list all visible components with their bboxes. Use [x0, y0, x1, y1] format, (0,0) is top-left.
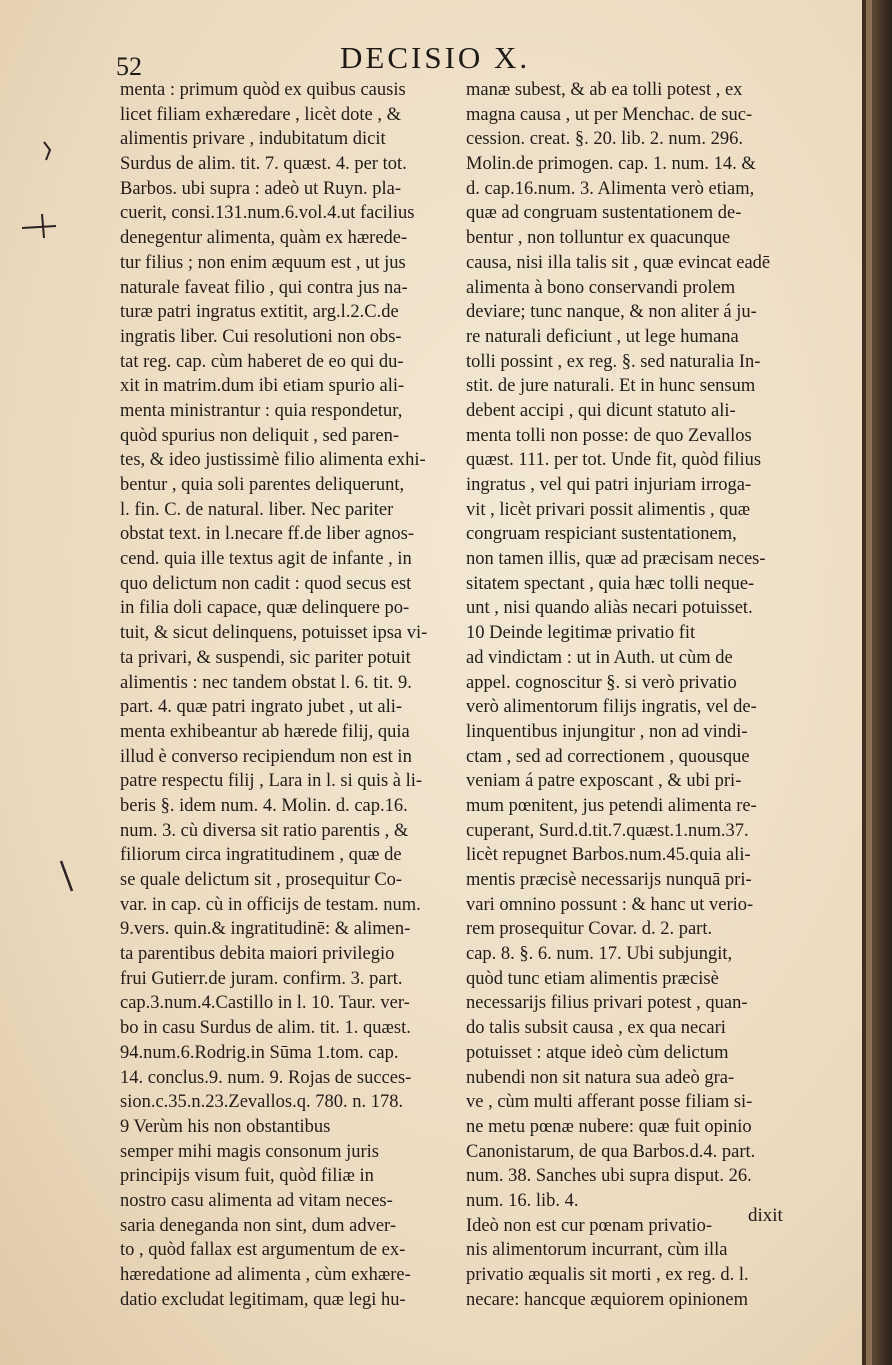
margin-cross-mark [20, 210, 60, 240]
text-line: magna causa , ut per Menchac. de suc- [466, 104, 753, 125]
text-line: ve , cùm multi afferant posse filiam si- [466, 1092, 753, 1113]
text-line: nis alimentorum incurrant, cùm illa [466, 1240, 728, 1261]
text-line: sitatem spectant , quia hæc tolli neque- [466, 573, 755, 594]
right-text-column [466, 78, 802, 1312]
text-line: datio excludat legitimam, quæ legi hu- [120, 1289, 406, 1310]
text-line: 14. conclus.9. num. 9. Rojas de succes- [120, 1067, 412, 1088]
catchword: dixit [748, 1205, 783, 1226]
text-line: principijs visum fuit, quòd filiæ in [120, 1166, 374, 1187]
margin-slash-mark [58, 858, 78, 898]
text-line: nostro casu alimenta ad vitam neces- [120, 1190, 393, 1211]
text-line: privatio æqualis sit morti , ex reg. d. l. [466, 1265, 749, 1285]
text-line: quæst. 111. per tot. Unde fit, quòd filius [466, 450, 762, 471]
text-line: menta : primum quòd ex quibus causis [120, 80, 406, 100]
text-line: appel. cognoscitur §. si verò privatio [466, 672, 737, 693]
text-line: cap. 8. §. 6. num. 17. Ubi subjungit, [466, 944, 733, 965]
text-line: stit. de jure naturali. Et in hunc sensum [466, 376, 756, 397]
text-line: alimentis : nec tandem obstat l. 6. tit. 9. [120, 672, 412, 693]
text-line: Barbos. ubi supra : adeò ut Ruyn. pla- [120, 178, 402, 199]
text-line: beris §. idem num. 4. Molin. d. cap.16. [120, 795, 408, 816]
text-line: denegentur alimenta, quàm ex hærede- [120, 228, 408, 249]
text-line: menta tolli non posse: de quo Zevallos [466, 425, 752, 446]
text-line: debent accipi , qui dicunt statuto ali- [466, 400, 736, 421]
text-line: in filia doli capace, quæ delinquere po- [120, 598, 410, 619]
text-line: Ideò non est cur pœnam privatio- [466, 1215, 713, 1236]
left-text-column [120, 78, 450, 1312]
text-line: cap.3.num.4.Castillo in l. 10. Taur. ver- [120, 993, 410, 1014]
text-line: illud è converso recipiendum non est in [120, 746, 412, 767]
text-line: to , quòd fallax est argumentum de ex- [120, 1240, 406, 1261]
text-line: mum pœnitent, jus petendi alimenta re- [466, 795, 757, 816]
text-line: licèt repugnet Barbos.num.45.quia ali- [466, 845, 751, 866]
text-line: turæ patri ingratus extitit, arg.l.2.C.de [120, 302, 399, 323]
text-line: saria deneganda non sint, dum adver- [120, 1215, 397, 1236]
text-line: d. cap.16.num. 3. Alimenta verò etiam, [466, 178, 755, 199]
text-line: l. fin. C. de natural. liber. Nec pariter [120, 499, 394, 520]
text-line: cend. quia ille textus agit de infante , in [120, 549, 412, 570]
text-line: mentis præcisè necessarijs nunquā pri- [466, 870, 752, 890]
text-line: sion.c.35.n.23.Zevallos.q. 780. n. 178. [120, 1092, 404, 1113]
text-line: ta parentibus debita maiori privilegio [120, 944, 395, 965]
text-line: ingratus , vel qui patri injuriam irroga- [466, 475, 752, 495]
text-line: non tamen illis, quæ ad præcisam neces- [466, 549, 766, 570]
text-line: tes, & ideo justissimè filio alimenta exhi- [120, 450, 426, 471]
text-line: ne metu pœnæ nubere: quæ fuit opinio [466, 1116, 752, 1137]
text-line: var. in cap. cù in officijs de testam. num. [120, 894, 421, 915]
text-line: frui Gutierr.de juram. confirm. 3. part. [120, 968, 403, 989]
text-line: alimentis privare , indubitatum dicit [120, 129, 386, 150]
text-line: Surdus de alim. tit. 7. quæst. 4. per tot. [120, 154, 407, 175]
text-line: se quale delictum sit , prosequitur Co- [120, 870, 403, 890]
text-line: causa, nisi illa talis sit , quæ evincat eadē [466, 252, 771, 273]
text-line: ta privari, & suspendi, sic pariter potuit [120, 647, 411, 668]
text-line: hæredatione ad alimenta , cùm exhære- [120, 1265, 411, 1285]
text-line: patre respectu filij , Lara in l. si quis à li- [120, 771, 423, 792]
text-line: quòd tunc etiam alimentis præcisè [466, 968, 719, 989]
text-line: ctam , sed ad correctionem , quousque [466, 746, 750, 767]
text-line: unt , nisi quando aliàs necari potuisset. [466, 598, 753, 619]
text-line: part. 4. quæ patri ingrato jubet , ut ali- [120, 697, 403, 718]
text-line: bentur , quia soli parentes deliquerunt, [120, 475, 405, 495]
text-line: cuperant, Surd.d.tit.7.quæst.1.num.37. [466, 820, 749, 841]
text-line: menta ministrantur : quia respondetur, [120, 400, 403, 421]
text-line: num. 3. cù diversa sit ratio parentis , & [120, 820, 409, 841]
text-line: nubendi non sit natura sua adeò gra- [466, 1067, 735, 1088]
text-line: linquentibus injungitur , non ad vindi- [466, 721, 748, 742]
text-line: cuerit, consi.131.num.6.vol.4.ut facilius [120, 203, 415, 224]
text-line: alimenta à bono conservandi prolem [466, 277, 736, 298]
text-line: obstat text. in l.necare ff.de liber agnos- [120, 524, 415, 545]
text-line: potuisset : atque ideò cùm delictum [466, 1042, 729, 1063]
page-number: 52 [116, 52, 142, 81]
text-line: rem prosequitur Covar. d. 2. part. [466, 919, 713, 940]
text-line: num. 16. lib. 4. [466, 1190, 579, 1211]
text-line: bo in casu Surdus de alim. tit. 1. quæst. [120, 1018, 411, 1039]
page-edge-strip [866, 0, 872, 1365]
text-line: verò alimentorum filijs ingratis, vel de- [466, 697, 757, 718]
text-line: 9.vers. quin.& ingratitudinē: & alimen- [120, 919, 411, 940]
text-line: licet filiam exhæredare , licèt dote , & [120, 104, 401, 125]
text-line: vari omnino possunt : & hanc ut verio- [466, 894, 754, 915]
text-line: 94.num.6.Rodrig.in Sūma 1.tom. cap. [120, 1042, 399, 1063]
text-line: quòd spurius non deliquit , sed paren- [120, 425, 399, 446]
text-line: naturale faveat filio , qui contra jus na- [120, 277, 408, 298]
text-line: quo delictum non cadit : quod secus est [120, 573, 412, 594]
text-line: congruam respiciant sustentationem, [466, 524, 737, 545]
text-line: menta exhibeantur ab hærede filij, quia [120, 721, 410, 742]
text-line: tur filius ; non enim æquum est , ut jus [120, 252, 406, 273]
text-line: 9 Verùm his non obstantibus [120, 1116, 331, 1137]
text-line: tolli possint , ex reg. §. sed naturalia In- [466, 351, 761, 372]
text-line: xit in matrim.dum ibi etiam spurio ali- [120, 376, 405, 397]
text-line: do talis subsit causa , ex qua necari [466, 1018, 726, 1039]
text-line: Molin.de primogen. cap. 1. num. 14. & [466, 154, 756, 175]
text-line: quæ ad congruam sustentationem de- [466, 203, 742, 224]
running-head: DECISIO X. [340, 40, 531, 75]
text-line: Canonistarum, de qua Barbos.d.4. part. [466, 1141, 756, 1162]
text-line: bentur , non tolluntur ex quacunque [466, 228, 731, 249]
text-line: num. 38. Sanches ubi supra disput. 26. [466, 1166, 752, 1187]
text-line: ad vindictam : ut in Auth. ut cùm de [466, 647, 733, 668]
text-line: semper mihi magis consonum juris [120, 1141, 379, 1162]
text-line: veniam á patre exposcant , & ubi pri- [466, 771, 742, 792]
text-line: manæ subest, & ab ea tolli potest , ex [466, 80, 743, 100]
text-line: 10 Deinde legitimæ privatio fit [466, 623, 696, 644]
margin-tick-mark [40, 140, 60, 164]
text-line: tat reg. cap. cùm haberet de eo qui du- [120, 351, 404, 372]
text-line: ingratis liber. Cui resolutioni non obs- [120, 326, 402, 347]
text-line: tuit, & sicut delinquens, potuisset ipsa vi- [120, 623, 428, 644]
text-line: filiorum circa ingratitudinem , quæ de [120, 845, 402, 866]
text-line: deviare; tunc nanque, & non aliter á ju- [466, 302, 757, 323]
text-line: necessarijs filius privari potest , quan- [466, 993, 748, 1014]
text-line: necare: hancque æquiorem opinionem [466, 1289, 749, 1310]
text-line: vit , licèt privari possit alimentis , quæ [466, 499, 751, 520]
text-line: re naturali deficiunt , ut lege humana [466, 326, 739, 347]
text-line: cession. creat. §. 20. lib. 2. num. 296. [466, 129, 743, 150]
